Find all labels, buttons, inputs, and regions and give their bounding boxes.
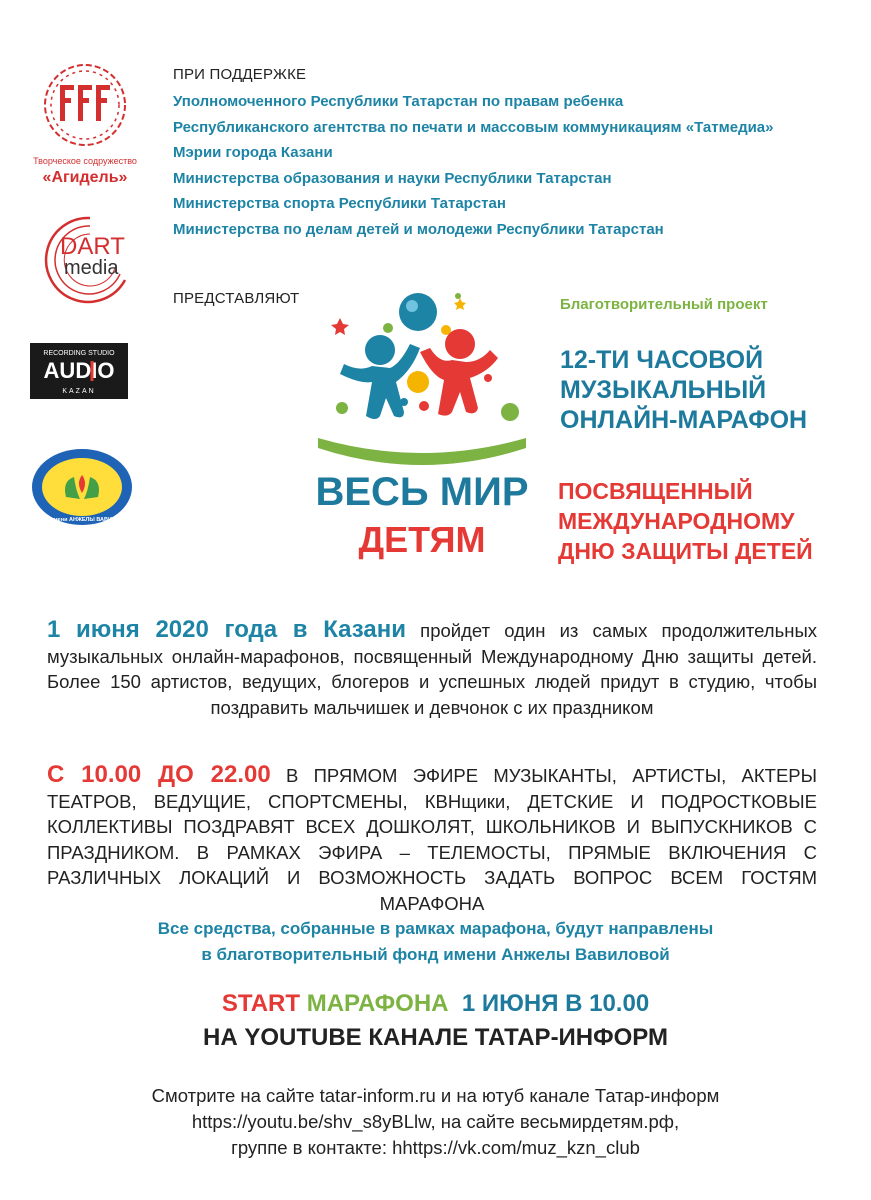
dedicated-line: МЕЖДУНАРОДНОМУ xyxy=(558,508,795,534)
svg-text:RECORDING STUDIO: RECORDING STUDIO xyxy=(43,350,115,357)
svg-text:DART: DART xyxy=(60,233,125,260)
schedule-text: В ПРЯМОМ ЭФИРЕ МУЗЫКАНТЫ, АРТИСТЫ, АКТЕРЫ ТЕАТРОВ, ВЕДУЩИЕ, СПОРТСМЕНЫ, КВНщики, ДЕТСКИЕ И ПОДРОСТКОВЫЕ КОЛЛЕКТИВЫ ПОЗДРАВЯТ ВСЕХ ДОШКОЛЯТ, ШКОЛЬНИКОВ И ВЫПУСКНИКОВ С ПРАЗДНИКОМ. В РАМКАХ ЭФИРА – ТЕЛЕМОСТЫ, ПРЯМЫЕ ВКЛЮЧЕНИЯ С РАЗЛИЧНЫХ ЛОКАЦИЙ И ВОЗМОЖНОСТЬ ЗАДАТЬ ВОПРОС ВСЕМ ГОСТЯМ МАРАФОНА xyxy=(47,765,818,914)
start-date: 1 ИЮНЯ В 10.00 xyxy=(461,990,650,1017)
vk-link-line[interactable]: группе в контакте: hhttps://vk.com/muz_kzn_club xyxy=(231,1137,640,1158)
support-item: Министерства образования и науки Республики Татарстан xyxy=(173,169,612,187)
intro-lead: 1 июня 2020 года в Казани xyxy=(47,616,407,643)
svg-text:ВЕСЬ МИР: ВЕСЬ МИР xyxy=(315,470,529,514)
dedicated-line: ДНЮ ЗАЩИТЫ ДЕТЕЙ xyxy=(558,538,813,564)
project-label: Благотворительный проект xyxy=(560,296,768,313)
watch-line: Смотрите на сайте tatar-inform.ru и на ютуб канале Татар-информ xyxy=(151,1085,720,1106)
funds-line: Все средства, собранные в рамках марафона, будут направлены xyxy=(157,919,714,938)
agidel-logo xyxy=(30,60,140,190)
svg-text:AUDIO: AUDIO xyxy=(43,358,115,383)
support-header: ПРИ ПОДДЕРЖКЕ xyxy=(173,66,307,83)
svg-text:media: media xyxy=(64,257,119,279)
funds-notice xyxy=(0,916,871,968)
marathon-title-line: ОНЛАЙН-МАРАФОН xyxy=(560,406,808,434)
marathon-title xyxy=(560,345,807,435)
marathon-word: МАРАФОНА xyxy=(306,990,449,1017)
schedule-paragraph xyxy=(47,762,817,916)
dart-media-logo xyxy=(30,210,140,305)
watch-link-line[interactable]: https://youtu.be/shv_s8yBLlw, на сайте весьмирдетям.рф, xyxy=(191,1111,680,1132)
start-word: START xyxy=(221,990,301,1017)
marathon-title-line: МУЗЫКАЛЬНЫЙ xyxy=(560,376,767,404)
support-item: Мэрии города Казани xyxy=(173,144,333,161)
svg-text:Творческое содружество: Творческое содружество xyxy=(33,156,137,166)
youtube-channel-line: НА YOUTUBE КАНАЛЕ ТАТАР-ИНФОРМ xyxy=(203,1024,668,1051)
support-item: Министерства спорта Республики Татарстан xyxy=(173,195,506,212)
support-item: Республиканского агентства по печати и массовым коммуникациям «Татмедиа» xyxy=(173,118,774,136)
support-block xyxy=(173,66,853,242)
support-item: Уполномоченного Республики Татарстан по правам ребенка xyxy=(173,93,624,110)
schedule-lead: С 10.00 ДО 22.00 xyxy=(47,761,271,788)
dedicated-title xyxy=(558,476,813,566)
svg-text:KAZAN: KAZAN xyxy=(62,388,96,395)
present-label: ПРЕДСТАВЛЯЮТ xyxy=(173,290,300,307)
vavilova-fund-logo xyxy=(30,447,135,527)
svg-text:ДЕТЯМ: ДЕТЯМ xyxy=(358,519,486,560)
ves-mir-detyam-logo xyxy=(300,290,545,560)
start-line xyxy=(0,990,871,1018)
funds-line: в благотворительный фонд имени Анжелы Вавиловой xyxy=(201,945,670,964)
svg-text:«Агидель»: «Агидель» xyxy=(42,169,128,186)
watch-info xyxy=(0,1083,871,1161)
dedicated-line: ПОСВЯЩЕННЫЙ xyxy=(558,478,753,504)
marathon-title-line: 12-ТИ ЧАСОВОЙ xyxy=(560,346,764,374)
support-item: Министерства по делам детей и молодежи Республики Татарстан xyxy=(173,220,664,238)
svg-text:ФОНД имени АНЖЕЛЫ ВАВИЛОВОЙ: ФОНД имени АНЖЕЛЫ ВАВИЛОВОЙ xyxy=(31,517,133,523)
intro-text: пройдет один из самых продолжительных музыкальных онлайн-марафонов, посвященный Международному Дню защиты детей. Более 150 артистов, ведущих, блогеров и успешных людей придут в студию, чтобы поздравить мальчишек и девчонок с их праздником xyxy=(47,620,817,718)
intro-paragraph xyxy=(47,617,817,720)
audio-kazan-logo xyxy=(30,343,128,399)
